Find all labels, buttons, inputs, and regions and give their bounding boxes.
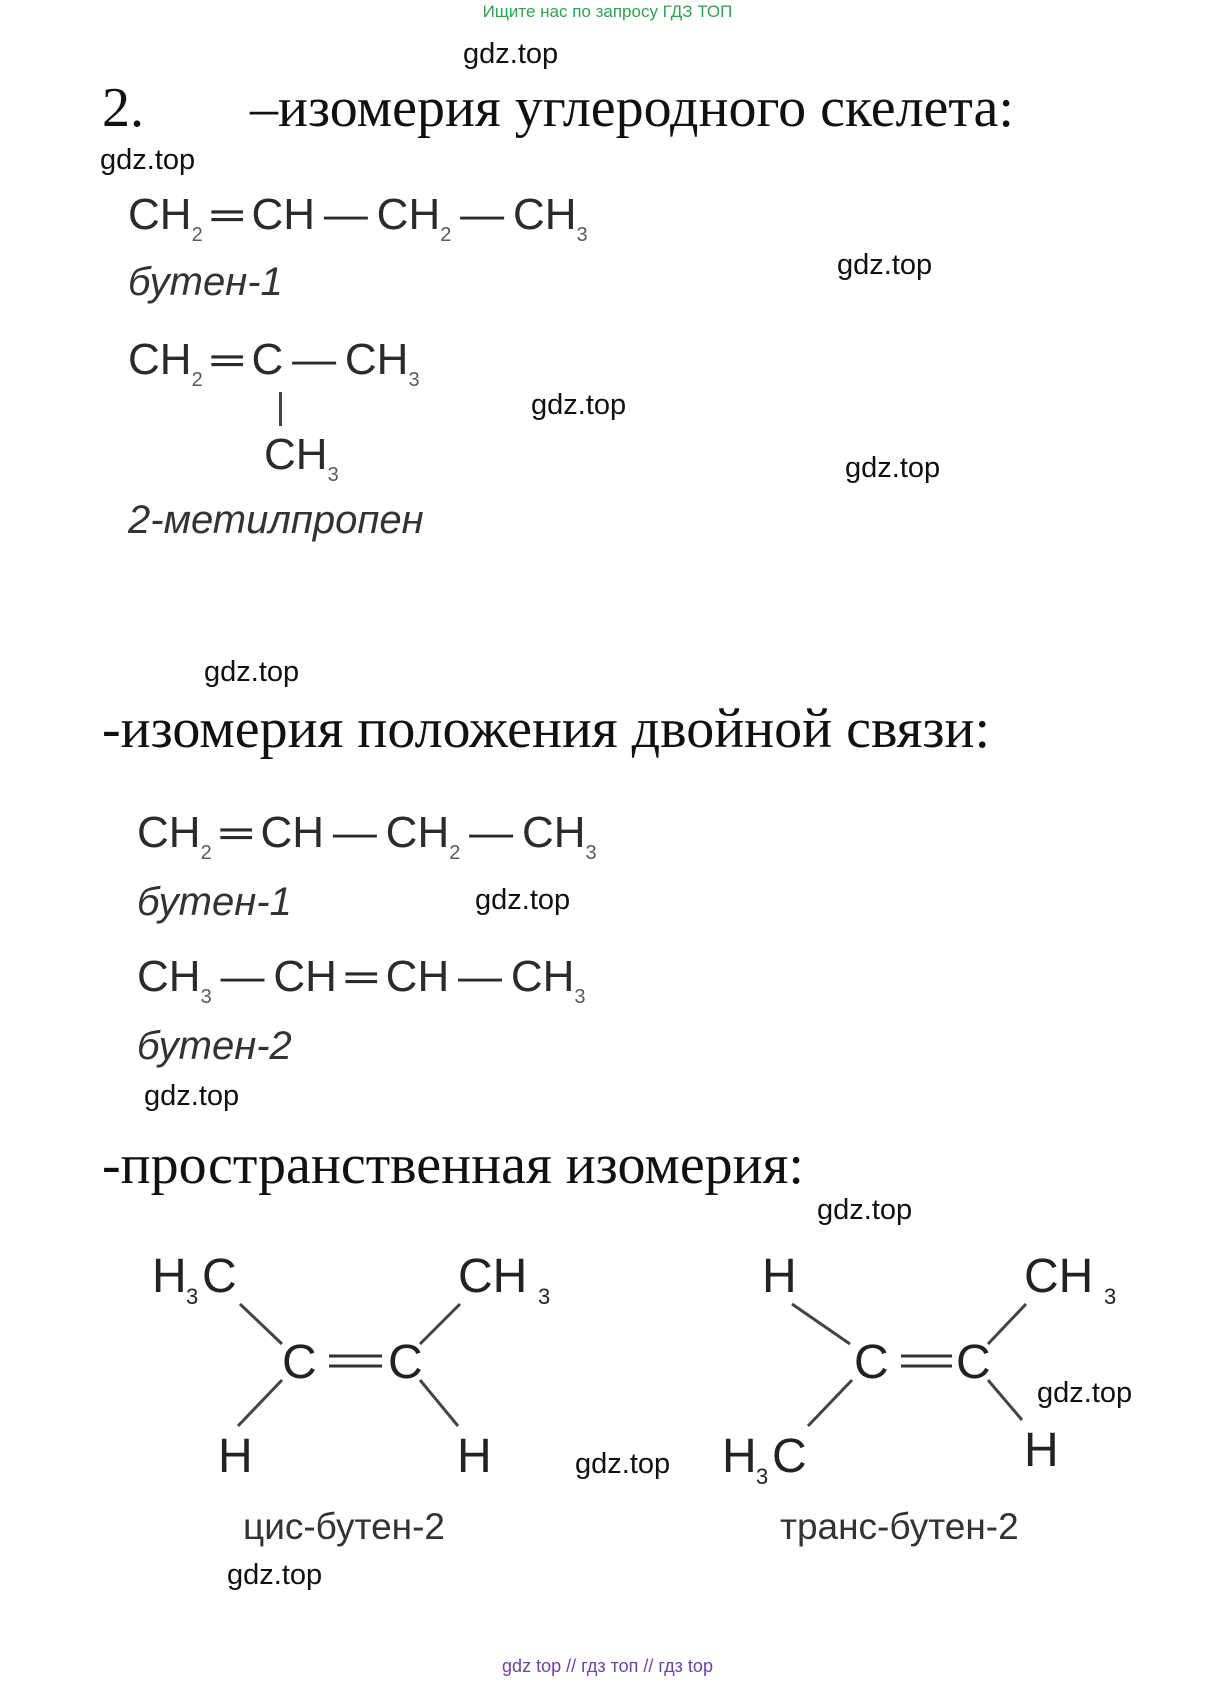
trans-bottom-left-c: C	[772, 1430, 807, 1483]
caption-2-methylpropene: 2-метилпропен	[128, 498, 424, 542]
label-trans-butene-2: транс-бутен-2	[780, 1506, 1019, 1547]
trans-bottom-right-h: H	[1024, 1424, 1059, 1477]
section-heading-double-bond: -изомерия положения двойной связи:	[102, 698, 991, 760]
trans-bond-br	[988, 1380, 1022, 1420]
cis-bottom-left-h: H	[218, 1430, 253, 1483]
cis-bond-tl	[240, 1304, 282, 1344]
section-heading-skeleton: –изомерия углеродного скелета:	[250, 77, 1014, 139]
formula-butene-1: $CH_2$ ═ CH — $CH_2$ — $CH_3$	[128, 190, 588, 246]
cis-top-right-sub: 3	[538, 1284, 551, 1309]
formula-butene-1-b: $CH_2$ ═ CH — $CH_2$ — $CH_3$	[137, 808, 597, 864]
trans-butene-2-structure	[712, 1240, 1152, 1500]
cis-top-left-sub: 3	[186, 1284, 199, 1309]
watermark: gdz.top	[837, 249, 933, 281]
watermark: gdz.top	[144, 1080, 240, 1112]
cis-c-left: C	[282, 1336, 317, 1389]
cis-bond-tr	[420, 1304, 460, 1344]
trans-bond-tl	[792, 1304, 850, 1344]
trans-bond-tr	[988, 1304, 1026, 1344]
watermark: gdz.top	[100, 144, 196, 176]
trans-bottom-left-sub: 3	[756, 1464, 769, 1489]
formula-branch-methyl: $CH_3$	[264, 430, 339, 486]
formula-butene-2: $CH_3$ — CH ═ CH — $CH_3$	[137, 952, 586, 1008]
trans-c-right: C	[956, 1336, 991, 1389]
watermark: gdz.top	[575, 1448, 671, 1480]
cis-bond-br	[420, 1380, 458, 1426]
watermark: gdz.top	[531, 389, 627, 421]
caption-butene-1-b: бутен-1	[137, 880, 292, 924]
formula-2-methylpropene: $CH_2$ ═ C — $CH_3$	[128, 335, 420, 391]
trans-bond-bl	[808, 1380, 852, 1426]
cis-c-right: C	[388, 1336, 423, 1389]
trans-top-right-ch: CH	[1024, 1250, 1094, 1303]
caption-butene-2: бутен-2	[137, 1024, 292, 1068]
watermark: gdz.top	[227, 1559, 323, 1591]
caption-butene-1: бутен-1	[128, 260, 283, 304]
section-heading-stereo: -пространственная изомерия:	[102, 1134, 804, 1196]
trans-top-left-h: H	[762, 1250, 797, 1303]
watermark: gdz.top	[204, 656, 300, 688]
watermark: gdz.top	[463, 38, 559, 70]
trans-bottom-left-h: H	[722, 1430, 757, 1483]
trans-top-right-sub: 3	[1104, 1284, 1117, 1309]
cis-top-left-c: C	[202, 1250, 237, 1303]
watermark: gdz.top	[475, 884, 571, 916]
cis-top-right-ch: CH	[458, 1250, 528, 1303]
cis-bond-bl	[238, 1380, 282, 1426]
cis-butene-2-structure	[140, 1240, 580, 1500]
cis-bottom-right-h: H	[457, 1430, 492, 1483]
cis-top-left-h: H	[152, 1250, 187, 1303]
branch-bond	[279, 392, 282, 426]
watermark: gdz.top	[1037, 1377, 1133, 1409]
trans-c-left: C	[854, 1336, 889, 1389]
top-banner[interactable]: Ищите нас по запросу ГДЗ ТОП	[482, 2, 733, 21]
watermark: gdz.top	[817, 1194, 913, 1226]
task-number: 2.	[102, 77, 144, 139]
watermark: gdz.top	[845, 452, 941, 484]
label-cis-butene-2: цис-бутен-2	[243, 1506, 446, 1547]
footer-links[interactable]: gdz top // гдз топ // гдз top	[502, 1656, 713, 1676]
